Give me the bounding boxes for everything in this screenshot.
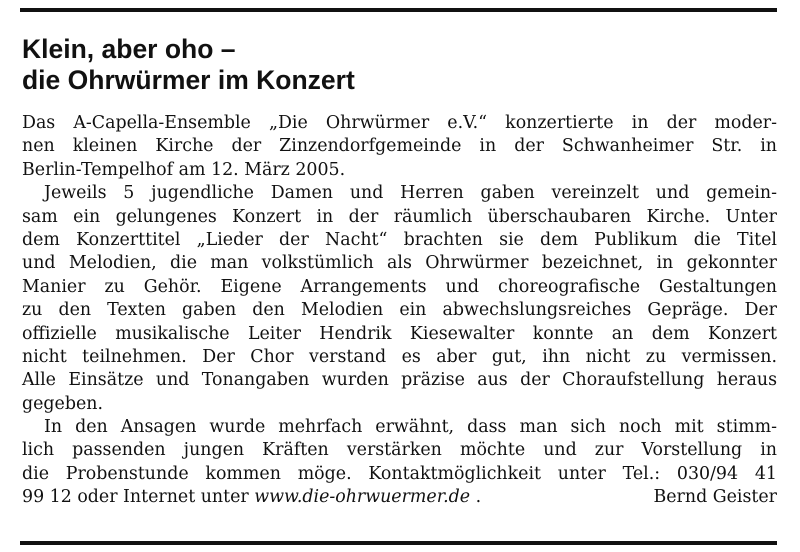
contact-text: [22, 486, 481, 509]
p2-line-7: offizielle musikalische Leiter Hendrik Kiesewalter konnte an dem Konzert: [22, 323, 777, 344]
author-name: Bernd Geister: [653, 487, 777, 508]
p2-line-3: dem Konzerttitel „Lieder der Nacht“ brachten sie dem Publikum die Titel: [22, 229, 777, 250]
article-title: [22, 34, 355, 96]
bottom-rule: [20, 541, 777, 545]
p2-line-10: gegeben.: [22, 393, 104, 414]
title-line-1: Klein, aber oho –: [22, 34, 236, 64]
p3-line-2: lich passenden jungen Kräften verstärken möchte und zur Vorstellung in: [22, 440, 777, 461]
p1-line-2: nen kleinen Kirche der Zinzendorfgemeinde in der Schwanheimer Str. in: [22, 136, 777, 157]
p2-line-6: zu den Texten gaben den Melodien ein abwechslungsreiches Gepräge. Der: [22, 300, 777, 321]
contact-suffix: .: [470, 487, 482, 508]
top-rule: [20, 8, 777, 12]
article-body: [22, 112, 777, 510]
website-link[interactable]: www.die-ohrwuermer.de: [254, 487, 471, 508]
p3-last-line: [22, 486, 777, 509]
p2-line-8: nicht teilnehmen. Der Chor verstand es aber gut, ihn nicht zu vermissen.: [22, 346, 777, 367]
p3-line-3: die Probenstunde kommen möge. Kontaktmöglichkeit unter Tel.: 030/94 41: [22, 463, 777, 484]
title-line-2: die Ohrwürmer im Konzert: [22, 65, 355, 95]
p2-line-1: Jeweils 5 jugendliche Damen und Herren gaben vereinzelt und gemein-: [44, 183, 777, 204]
p2-line-4: und Melodien, die man volkstümlich als Ohrwürmer bezeichnet, in gekonnter: [22, 253, 777, 274]
p1-line-3: Berlin-Tempelhof am 12. März 2005.: [22, 159, 346, 180]
p3-line-1: In den Ansagen wurde mehrfach erwähnt, dass man sich noch mit stimm-: [44, 417, 777, 438]
p2-line-5: Manier zu Gehör. Eigene Arrangements und choreografische Gestaltungen: [22, 276, 777, 297]
p2-line-2: sam ein gelungenes Konzert in der räumlich überschaubaren Kirche. Unter: [22, 206, 777, 227]
p2-line-9: Alle Einsätze und Tonangaben wurden präzise aus der Choraufstellung heraus: [22, 370, 777, 391]
contact-prefix: 99 12 oder Internet unter: [22, 487, 249, 508]
p1-line-1: Das A-Capella-Ensemble „Die Ohrwürmer e.V.“ konzertierte in der moder-: [22, 113, 777, 133]
